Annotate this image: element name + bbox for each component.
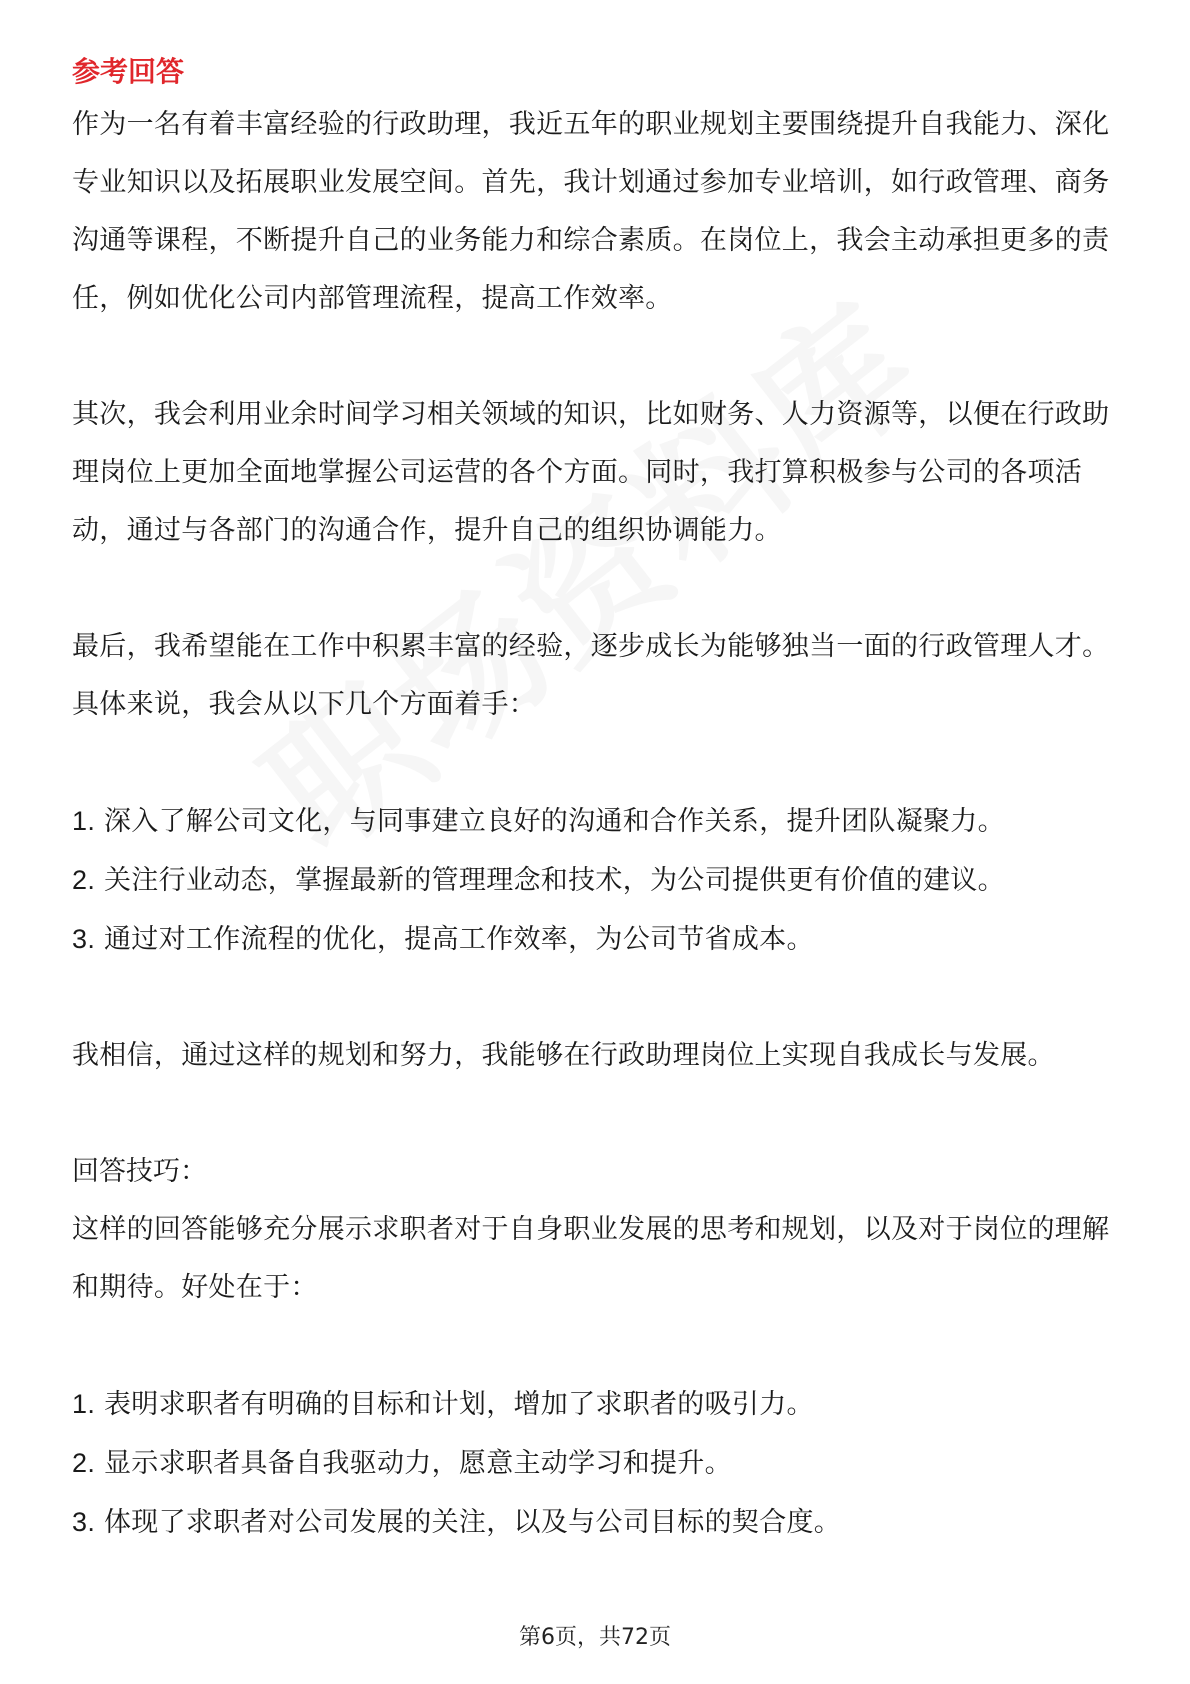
paragraph-2: 其次，我会利用业余时间学习相关领域的知识，比如财务、人力资源等，以便在行政助理岗位上更加全面地掌握公司运营的各个方面。同时，我打算积极参与公司的各项活动，通过与各部门的沟通合作，提升自己的组织协调能力。	[72, 399, 1110, 546]
list-item: 2. 关注行业动态，掌握最新的管理理念和技术，为公司提供更有价值的建议。	[72, 865, 1005, 896]
list-item: 3. 通过对工作流程的优化，提高工作效率，为公司节省成本。	[72, 924, 814, 955]
paragraph-4: 我相信，通过这样的规划和努力，我能够在行政助理岗位上实现自我成长与发展。	[72, 1040, 1055, 1071]
paragraph-1: 作为一名有着丰富经验的行政助理，我近五年的职业规划主要围绕提升自我能力、深化专业知识以及拓展职业发展空间。首先，我计划通过参加专业培训，如行政管理、商务沟通等课程，不断提升自己的业务能力和综合素质。在岗位上，我会主动承担更多的责任，例如优化公司内部管理流程，提高工作效率。	[72, 109, 1110, 314]
page-footer: 第6页，共72页	[519, 1625, 671, 1650]
plan-list	[72, 792, 1122, 969]
list-item: 3. 体现了求职者对公司发展的关注，以及与公司目标的契合度。	[72, 1507, 842, 1538]
tips-label: 回答技巧：	[72, 1156, 207, 1187]
list-item: 1. 深入了解公司文化，与同事建立良好的沟通和合作关系，提升团队凝聚力。	[72, 806, 1005, 837]
document-body	[72, 48, 1122, 1552]
list-item: 2. 显示求职者具备自我驱动力，愿意主动学习和提升。	[72, 1448, 732, 1479]
paragraph-3: 最后，我希望能在工作中积累丰富的经验，逐步成长为能够独当一面的行政管理人才。具体来说，我会从以下几个方面着手：	[72, 631, 1110, 720]
answer-heading: 参考回答	[72, 55, 185, 88]
tips-intro: 这样的回答能够充分展示求职者对于自身职业发展的思考和规划，以及对于岗位的理解和期待。好处在于：	[72, 1214, 1110, 1303]
tips-list	[72, 1375, 1122, 1552]
list-item: 1. 表明求职者有明确的目标和计划，增加了求职者的吸引力。	[72, 1389, 814, 1420]
